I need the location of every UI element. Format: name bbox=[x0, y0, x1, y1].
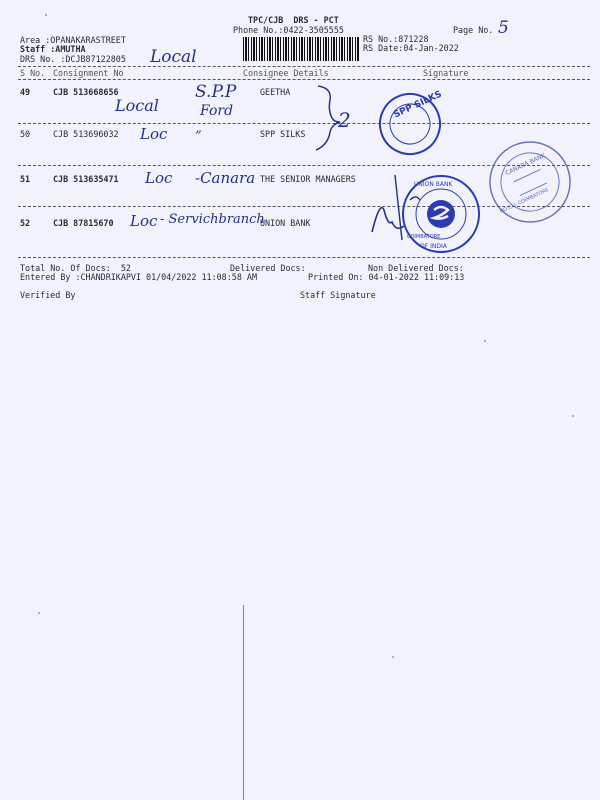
scan-speck bbox=[45, 14, 47, 16]
col-sno: S No. bbox=[20, 68, 46, 78]
row-consignment: CJB 513635471 bbox=[53, 174, 119, 184]
union-bank-stamp-top: UNION BANK bbox=[414, 181, 453, 188]
brace-count: 2 bbox=[338, 108, 351, 132]
scan-speck bbox=[392, 656, 394, 658]
union-bank-stamp-city: COIMBATORE bbox=[407, 234, 441, 240]
scan-speck bbox=[38, 612, 40, 614]
row-consignment: CJB 513696032 bbox=[53, 129, 119, 139]
handwritten-note: -Canara bbox=[195, 169, 256, 187]
staff-field: Staff :AMUTHA bbox=[20, 44, 86, 54]
handwritten-note: Loc bbox=[130, 212, 158, 230]
handwritten-note: - Servichbranch bbox=[160, 212, 265, 227]
canara-stamp-sub: NO.CLL COIMBATORE bbox=[499, 187, 550, 215]
row-sno: 51 bbox=[20, 174, 31, 184]
row-consignment: CJB 513668656 bbox=[53, 87, 119, 97]
handwritten-note: Loc bbox=[145, 169, 173, 187]
row-consignee: THE SENIOR MANAGERS bbox=[260, 174, 356, 184]
col-signature: Signature bbox=[423, 68, 469, 78]
handwritten-note: Loc bbox=[140, 125, 168, 143]
handwritten-note: S.P.P bbox=[195, 82, 237, 102]
row-sno: 50 bbox=[20, 129, 31, 139]
phone-number: Phone No.:0422-3505555 bbox=[233, 25, 344, 35]
scan-speck bbox=[572, 415, 574, 417]
col-consignment: Consignment No bbox=[53, 68, 124, 78]
canara-bank-stamp bbox=[477, 129, 583, 235]
staff-signature: Staff Signature bbox=[300, 290, 376, 300]
delivered-docs: Delivered Docs: bbox=[230, 263, 306, 273]
col-consignee: Consignee Details bbox=[243, 68, 329, 78]
row-consignee: GEETHA bbox=[260, 87, 291, 97]
scan-line bbox=[243, 605, 244, 800]
row-consignee: UNION BANK bbox=[260, 218, 311, 228]
rs-date: RS Date:04-Jan-2022 bbox=[363, 43, 459, 53]
page-label: Page No. bbox=[453, 25, 494, 35]
handwritten-note: ” bbox=[195, 129, 202, 144]
row-consignment: CJB 87815670 bbox=[53, 218, 114, 228]
union-bank-stamp-bottom: OF INDIA bbox=[420, 243, 447, 250]
rs-number: RS No.:871228 bbox=[363, 34, 429, 44]
row-sno: 49 bbox=[20, 87, 31, 97]
canara-stamp-text: CANARA BANK bbox=[504, 152, 547, 177]
handwritten-note: Local bbox=[115, 96, 159, 115]
spp-stamp-text: SPP SILKS bbox=[392, 89, 444, 121]
entered-by: Entered By :CHANDRIKAPVI 01/04/2022 11:08:58 AM bbox=[20, 272, 257, 282]
document-title: TPC/CJB DRS - PCT bbox=[248, 15, 339, 25]
drs-number: DRS No. :DCJB87122805 bbox=[20, 54, 126, 64]
area-field: Area :OPANAKARASTREET bbox=[20, 35, 126, 45]
scan-speck bbox=[484, 340, 486, 342]
total-docs: Total No. Of Docs: 52 bbox=[20, 263, 131, 273]
handwritten-local-header: Local bbox=[150, 47, 197, 67]
row-sno: 52 bbox=[20, 218, 31, 228]
non-delivered-docs: Non Delivered Docs: bbox=[368, 263, 464, 273]
verified-by: Verified By bbox=[20, 290, 76, 300]
row-consignee: SPP SILKS bbox=[260, 129, 306, 139]
page-number-handwritten: 5 bbox=[498, 18, 509, 38]
printed-on: Printed On: 04-01-2022 11:09:13 bbox=[308, 272, 465, 282]
handwritten-note: Ford bbox=[200, 103, 234, 119]
